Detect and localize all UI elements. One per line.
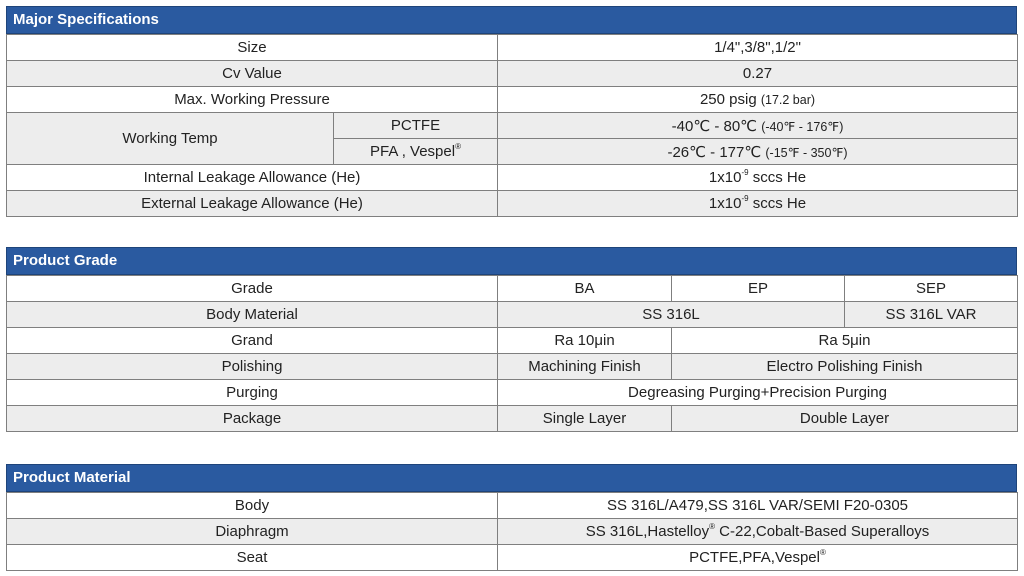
pctfe-value: -40℃ - 80℃ [671, 117, 758, 135]
grand-ra10: Ra 10μin [498, 328, 672, 354]
working-temp-label: Working Temp [7, 113, 334, 165]
table-row [7, 191, 1018, 217]
leak-base: 1x10 [708, 169, 742, 186]
table-row [7, 113, 1018, 139]
size-label: Size [7, 35, 498, 61]
body-material-label: Body Material [7, 302, 498, 328]
grade-sep: SEP [845, 276, 1018, 302]
table-row [7, 519, 1018, 545]
polishing-label: Polishing [7, 354, 498, 380]
registered-mark: ® [819, 548, 826, 557]
grand-label: Grand [7, 328, 498, 354]
leak-unit: sccs He [748, 169, 807, 186]
product-material-table [6, 492, 1018, 571]
section-title: Product Grade [6, 247, 1017, 275]
product-grade-section [6, 247, 1017, 432]
diaphragm-label: Diaphragm [7, 519, 498, 545]
table-row [7, 493, 1018, 519]
grade-ep: EP [672, 276, 845, 302]
purging-label: Purging [7, 380, 498, 406]
product-grade-table [6, 275, 1018, 432]
table-row [7, 276, 1018, 302]
section-title: Major Specifications [6, 6, 1017, 34]
pctfe-cell [498, 113, 1018, 139]
table-row [7, 35, 1018, 61]
table-row [7, 87, 1018, 113]
pressure-alt: (17.2 bar) [760, 93, 816, 107]
seat-label: Seat [7, 545, 498, 571]
product-material-section [6, 464, 1017, 571]
external-leakage-value [498, 191, 1018, 217]
diaphragm-value [498, 519, 1018, 545]
polishing-electro: Electro Polishing Finish [672, 354, 1018, 380]
size-value: 1/4",3/8",1/2" [498, 35, 1018, 61]
seat-value-text: PCTFE,PFA,Vespel [689, 549, 820, 566]
table-row [7, 545, 1018, 571]
package-single: Single Layer [498, 406, 672, 432]
grade-label: Grade [7, 276, 498, 302]
cv-label: Cv Value [7, 61, 498, 87]
diaphragm-value-pre: SS 316L,Hastelloy [585, 523, 710, 540]
table-row [7, 302, 1018, 328]
pfa-value: -26℃ - 177℃ [667, 143, 762, 161]
pressure-cell [498, 87, 1018, 113]
internal-leakage-label: Internal Leakage Allowance (He) [7, 165, 498, 191]
pfa-cell [498, 139, 1018, 165]
section-title: Product Material [6, 464, 1017, 492]
package-label: Package [7, 406, 498, 432]
purging-value: Degreasing Purging+Precision Purging [498, 380, 1018, 406]
pfa-label: PFA , Vespel [370, 143, 456, 160]
table-row [7, 354, 1018, 380]
body-material-ss: SS 316L [498, 302, 845, 328]
seat-value [498, 545, 1018, 571]
registered-mark: ® [455, 142, 461, 151]
grand-ra5: Ra 5μin [672, 328, 1018, 354]
body-label: Body [7, 493, 498, 519]
leak-base: 1x10 [708, 195, 742, 212]
table-row [7, 165, 1018, 191]
polishing-machining: Machining Finish [498, 354, 672, 380]
table-row [7, 406, 1018, 432]
body-value: SS 316L/A479,SS 316L VAR/SEMI F20-0305 [498, 493, 1018, 519]
pressure-value: 250 psig [699, 91, 757, 108]
body-material-var: SS 316L VAR [845, 302, 1018, 328]
major-specifications-section [6, 6, 1017, 217]
pfa-alt: (-15℉ - 350℉) [765, 145, 848, 160]
package-double: Double Layer [672, 406, 1018, 432]
diaphragm-value-post: C-22,Cobalt-Based Superalloys [715, 523, 930, 540]
major-specifications-table [6, 34, 1018, 217]
grade-ba: BA [498, 276, 672, 302]
leak-unit: sccs He [748, 195, 807, 212]
pfa-label-cell [334, 139, 498, 165]
table-row [7, 61, 1018, 87]
external-leakage-label: External Leakage Allowance (He) [7, 191, 498, 217]
cv-value: 0.27 [498, 61, 1018, 87]
internal-leakage-value [498, 165, 1018, 191]
pctfe-label: PCTFE [334, 113, 498, 139]
pressure-label: Max. Working Pressure [7, 87, 498, 113]
pctfe-alt: (-40℉ - 176℉) [761, 119, 844, 134]
leak-exponent: -9 [741, 194, 749, 203]
table-row [7, 328, 1018, 354]
leak-exponent: -9 [741, 168, 749, 177]
table-row [7, 380, 1018, 406]
registered-mark: ® [709, 522, 716, 531]
